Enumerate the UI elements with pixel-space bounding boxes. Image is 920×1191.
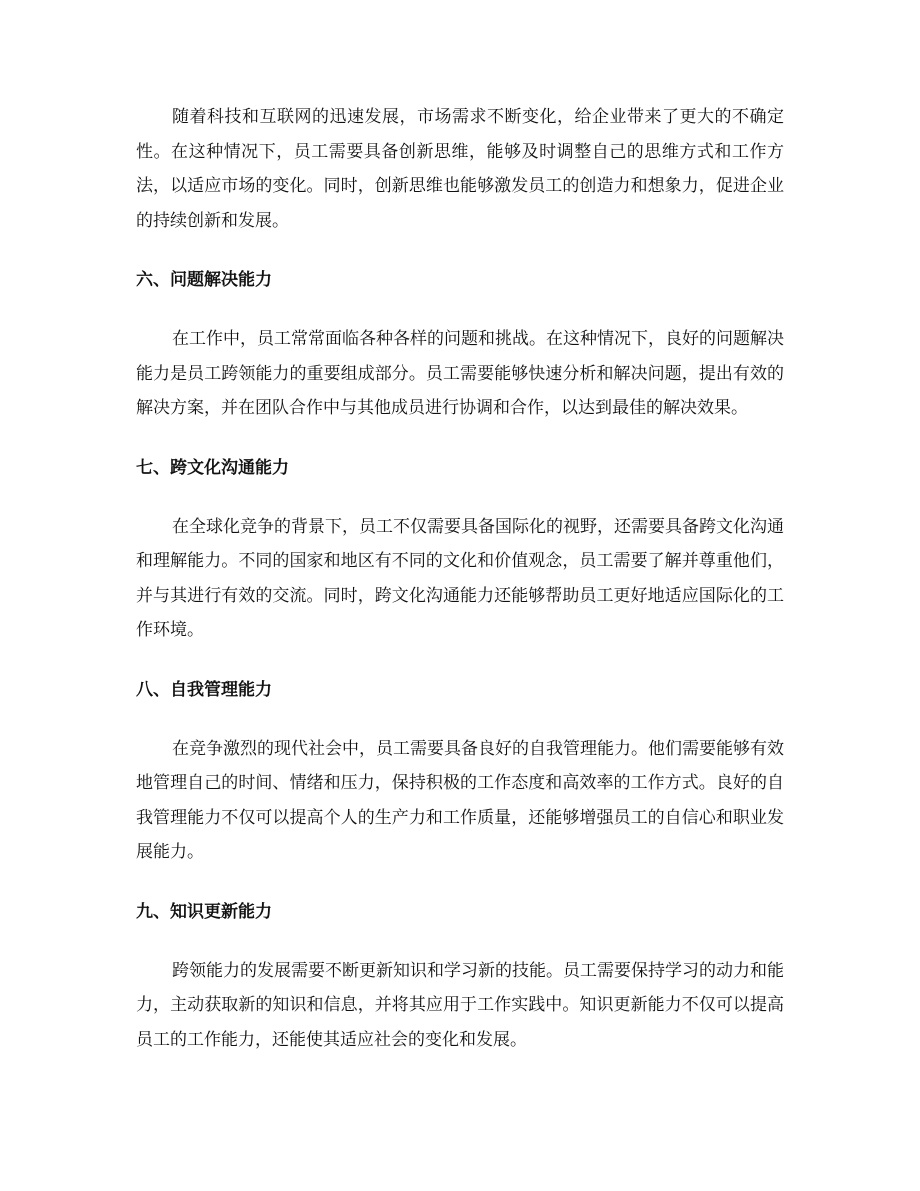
section-heading-cross-cultural: 七、跨文化沟通能力 <box>136 457 289 478</box>
section-body-knowledge-update: 跨领能力的发展需要不断更新知识和学习新的技能。员工需要保持学习的动力和能力，主动获取新的知识和信息，并将其应用于工作实践中。知识更新能力不仅可以提高员工的工作能力，还能使其适应社会的变化和发展。 <box>136 960 784 1050</box>
section-heading-knowledge-update: 九、知识更新能力 <box>136 901 272 922</box>
document-page <box>136 100 784 1057</box>
section-heading-self-management: 八、自我管理能力 <box>136 679 272 700</box>
section-body-problem-solving: 在工作中，员工常常面临各种各样的问题和挑战。在这种情况下，良好的问题解决能力是员工跨领能力的重要组成部分。员工需要能够快速分析和解决问题，提出有效的解决方案，并在团队合作中与其他成员进行协调和合作，以达到最佳的解决效果。 <box>136 329 784 418</box>
section-heading-problem-solving: 六、问题解决能力 <box>136 270 272 290</box>
section-body-cross-cultural: 在全球化竞争的背景下，员工不仅需要具备国际化的视野，还需要具备跨文化沟通和理解能力。不同的国家和地区有不同的文化和价值观念，员工需要了解并尊重他们，并与其进行有效的交流。同时，跨文化沟通能力还能够帮助员工更好地适应国际化的工作环境。 <box>136 516 784 640</box>
section-body-self-management: 在竞争激烈的现代社会中，员工需要具备良好的自我管理能力。他们需要能够有效地管理自己的时间、情绪和压力，保持积极的工作态度和高效率的工作方式。良好的自我管理能力不仅可以提高个人的生产力和工作质量，还能够增强员工的自信心和职业发展能力。 <box>136 738 784 862</box>
intro-paragraph: 随着科技和互联网的迅速发展，市场需求不断变化，给企业带来了更大的不确定性。在这种情况下，员工需要具备创新思维，能够及时调整自己的思维方式和工作方法，以适应市场的变化。同时，创新思维也能够激发员工的创造力和想象力，促进企业的持续创新和发展。 <box>136 107 784 231</box>
